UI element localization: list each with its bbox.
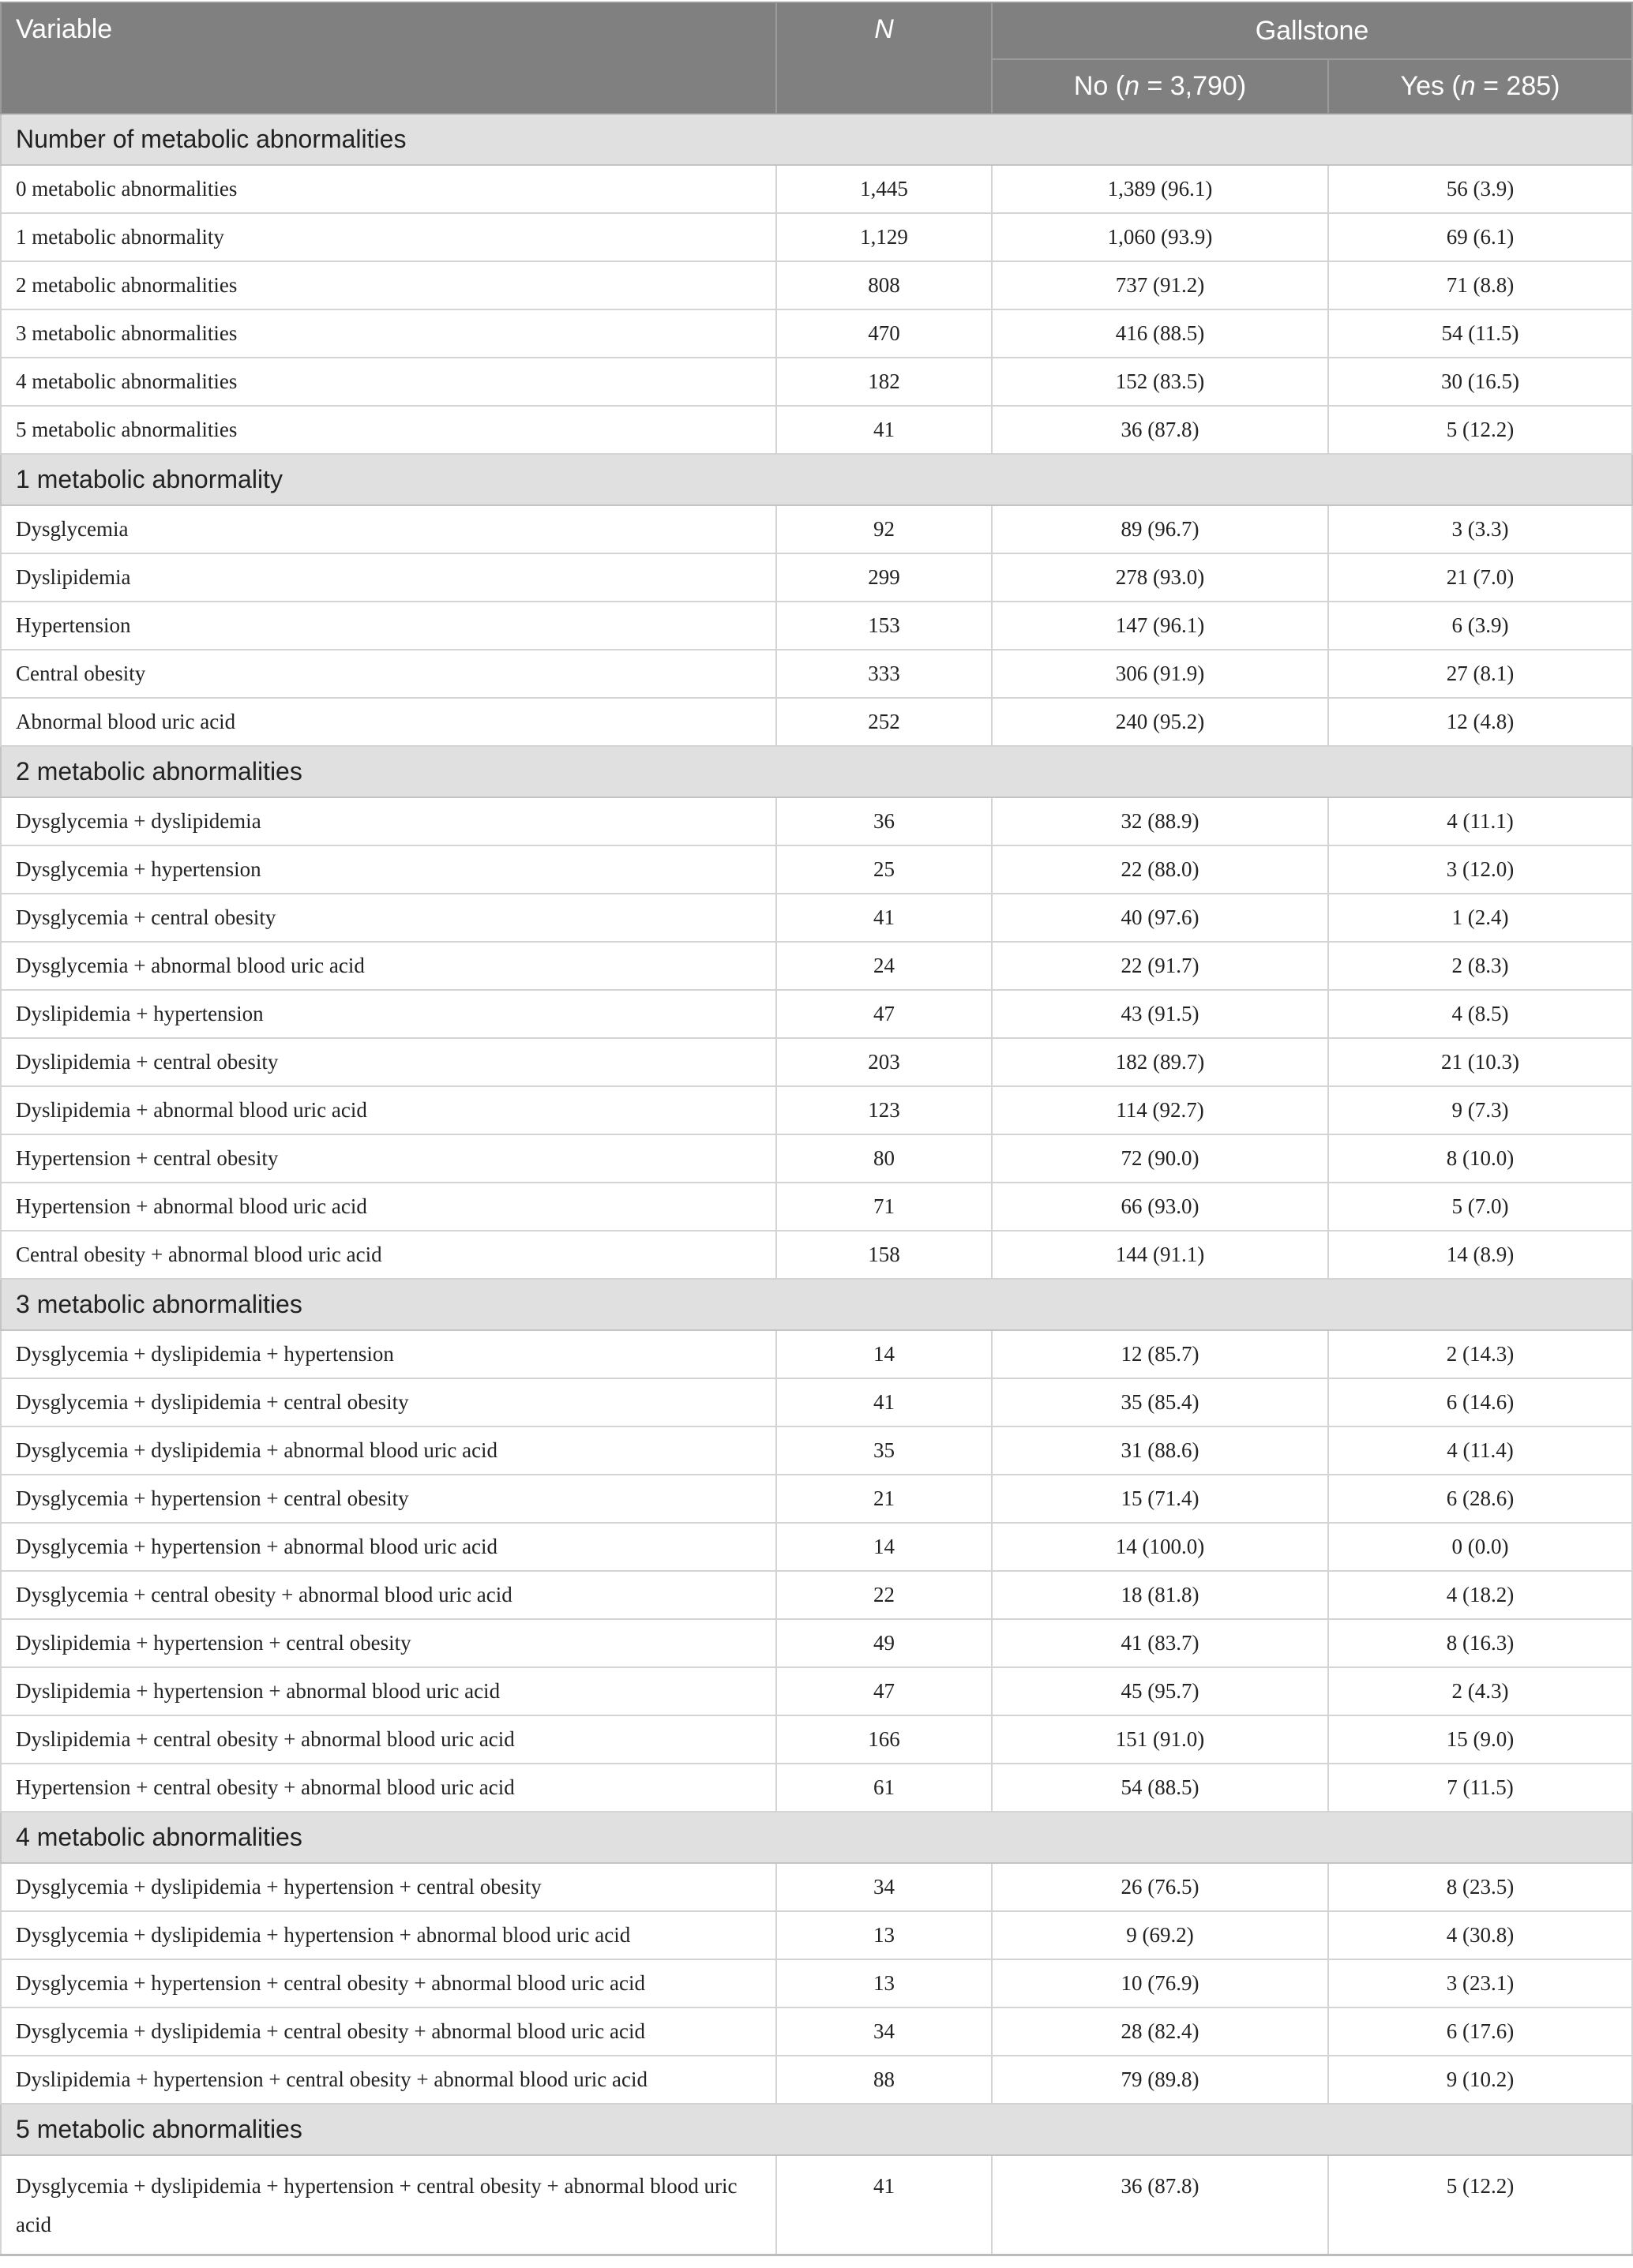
table-row bbox=[1, 1619, 1632, 1667]
cell-variable: Dysglycemia + dyslipidemia bbox=[1, 797, 776, 845]
cell-variable: Dysglycemia + hypertension + central obesity bbox=[1, 1475, 776, 1523]
cell-yes: 6 (14.6) bbox=[1328, 1378, 1632, 1426]
cell-variable: Dysglycemia + hypertension + central obesity + abnormal blood uric acid bbox=[1, 1959, 776, 2007]
cell-variable: Dyslipidemia + central obesity + abnormal blood uric acid bbox=[1, 1715, 776, 1764]
cell-no: 1,389 (96.1) bbox=[992, 165, 1328, 213]
cell-yes: 7 (11.5) bbox=[1328, 1764, 1632, 1812]
table-row bbox=[1, 1183, 1632, 1231]
cell-n: 182 bbox=[776, 358, 992, 406]
cell-yes: 14 (8.9) bbox=[1328, 1231, 1632, 1279]
header-no-n: n bbox=[1124, 71, 1139, 101]
cell-yes: 5 (7.0) bbox=[1328, 1183, 1632, 1231]
cell-no: 32 (88.9) bbox=[992, 797, 1328, 845]
cell-variable: Dysglycemia + hypertension + abnormal blood uric acid bbox=[1, 1523, 776, 1571]
cell-n: 92 bbox=[776, 505, 992, 553]
header-no-prefix: No ( bbox=[1073, 71, 1125, 101]
cell-yes: 5 (12.2) bbox=[1328, 406, 1632, 454]
cell-n: 41 bbox=[776, 406, 992, 454]
cell-no: 240 (95.2) bbox=[992, 698, 1328, 746]
cell-variable: Dyslipidemia + hypertension bbox=[1, 990, 776, 1038]
cell-n: 808 bbox=[776, 261, 992, 309]
table-row bbox=[1, 942, 1632, 990]
cell-variable: Dysglycemia + dyslipidemia + central obesity bbox=[1, 1378, 776, 1426]
table-row bbox=[1, 261, 1632, 309]
cell-yes: 4 (11.1) bbox=[1328, 797, 1632, 845]
cell-no: 114 (92.7) bbox=[992, 1086, 1328, 1134]
table-row bbox=[1, 165, 1632, 213]
cell-no: 737 (91.2) bbox=[992, 261, 1328, 309]
cell-no: 79 (89.8) bbox=[992, 2056, 1328, 2104]
cell-no: 35 (85.4) bbox=[992, 1378, 1328, 1426]
table-row bbox=[1, 2155, 1632, 2255]
cell-yes: 3 (23.1) bbox=[1328, 1959, 1632, 2007]
cell-yes: 1 (2.4) bbox=[1328, 894, 1632, 942]
cell-variable: Dysglycemia + dyslipidemia + hypertension + central obesity bbox=[1, 1863, 776, 1911]
section-row bbox=[1, 1812, 1632, 1863]
cell-n: 21 bbox=[776, 1475, 992, 1523]
cell-yes: 2 (8.3) bbox=[1328, 942, 1632, 990]
cell-n: 333 bbox=[776, 650, 992, 698]
cell-no: 1,060 (93.9) bbox=[992, 213, 1328, 261]
cell-no: 9 (69.2) bbox=[992, 1911, 1328, 1959]
cell-variable: Hypertension bbox=[1, 602, 776, 650]
cell-yes: 0 (0.0) bbox=[1328, 1523, 1632, 1571]
cell-no: 12 (85.7) bbox=[992, 1330, 1328, 1378]
header-no bbox=[992, 59, 1328, 114]
cell-no: 40 (97.6) bbox=[992, 894, 1328, 942]
table-row bbox=[1, 845, 1632, 894]
cell-no: 14 (100.0) bbox=[992, 1523, 1328, 1571]
table-row bbox=[1, 650, 1632, 698]
cell-no: 41 (83.7) bbox=[992, 1619, 1328, 1667]
header-yes-suffix: = 285) bbox=[1475, 71, 1560, 101]
cell-no: 18 (81.8) bbox=[992, 1571, 1328, 1619]
cell-variable: 3 metabolic abnormalities bbox=[1, 309, 776, 358]
cell-no: 151 (91.0) bbox=[992, 1715, 1328, 1764]
cell-variable: Abnormal blood uric acid bbox=[1, 698, 776, 746]
cell-n: 13 bbox=[776, 1911, 992, 1959]
cell-yes: 4 (18.2) bbox=[1328, 1571, 1632, 1619]
cell-variable: Dysglycemia + abnormal blood uric acid bbox=[1, 942, 776, 990]
cell-variable: Dysglycemia + dyslipidemia + hypertension bbox=[1, 1330, 776, 1378]
cell-no: 306 (91.9) bbox=[992, 650, 1328, 698]
cell-n: 34 bbox=[776, 1863, 992, 1911]
cell-n: 35 bbox=[776, 1426, 992, 1475]
cell-n: 166 bbox=[776, 1715, 992, 1764]
table-header bbox=[1, 2, 1632, 114]
table-row bbox=[1, 602, 1632, 650]
cell-yes: 21 (10.3) bbox=[1328, 1038, 1632, 1086]
table-row bbox=[1, 309, 1632, 358]
table-row bbox=[1, 1330, 1632, 1378]
cell-variable: Dysglycemia + central obesity bbox=[1, 894, 776, 942]
cell-no: 152 (83.5) bbox=[992, 358, 1328, 406]
table-row bbox=[1, 1231, 1632, 1279]
cell-n: 47 bbox=[776, 990, 992, 1038]
table-row bbox=[1, 406, 1632, 454]
cell-yes: 4 (30.8) bbox=[1328, 1911, 1632, 1959]
section-title: 3 metabolic abnormalities bbox=[1, 1279, 1632, 1330]
cell-yes: 6 (17.6) bbox=[1328, 2007, 1632, 2056]
table-row bbox=[1, 1667, 1632, 1715]
cell-no: 22 (91.7) bbox=[992, 942, 1328, 990]
cell-no: 416 (88.5) bbox=[992, 309, 1328, 358]
cell-variable: 4 metabolic abnormalities bbox=[1, 358, 776, 406]
table-row bbox=[1, 505, 1632, 553]
cell-yes: 30 (16.5) bbox=[1328, 358, 1632, 406]
cell-yes: 8 (23.5) bbox=[1328, 1863, 1632, 1911]
cell-n: 299 bbox=[776, 553, 992, 602]
cell-variable: Dyslipidemia + abnormal blood uric acid bbox=[1, 1086, 776, 1134]
header-variable: Variable bbox=[1, 2, 776, 114]
table-row bbox=[1, 797, 1632, 845]
cell-n: 13 bbox=[776, 1959, 992, 2007]
cell-no: 45 (95.7) bbox=[992, 1667, 1328, 1715]
cell-variable: Dyslipidemia + hypertension + abnormal blood uric acid bbox=[1, 1667, 776, 1715]
cell-variable: Dysglycemia + dyslipidemia + hypertension + central obesity + abnormal blood uric acid bbox=[1, 2155, 776, 2255]
header-yes bbox=[1328, 59, 1632, 114]
table-row bbox=[1, 1863, 1632, 1911]
cell-n: 61 bbox=[776, 1764, 992, 1812]
cell-n: 34 bbox=[776, 2007, 992, 2056]
cell-n: 252 bbox=[776, 698, 992, 746]
cell-n: 88 bbox=[776, 2056, 992, 2104]
cell-n: 41 bbox=[776, 2155, 992, 2255]
section-row bbox=[1, 454, 1632, 505]
header-yes-prefix: Yes ( bbox=[1400, 71, 1461, 101]
cell-no: 182 (89.7) bbox=[992, 1038, 1328, 1086]
gallstone-metabolic-table bbox=[0, 2, 1633, 2256]
cell-no: 147 (96.1) bbox=[992, 602, 1328, 650]
cell-n: 41 bbox=[776, 894, 992, 942]
table-row bbox=[1, 1475, 1632, 1523]
cell-variable: Central obesity + abnormal blood uric acid bbox=[1, 1231, 776, 1279]
cell-yes: 8 (16.3) bbox=[1328, 1619, 1632, 1667]
section-row bbox=[1, 2104, 1632, 2155]
table-row bbox=[1, 1523, 1632, 1571]
cell-n: 153 bbox=[776, 602, 992, 650]
header-yes-n: n bbox=[1460, 71, 1476, 101]
table-row bbox=[1, 2056, 1632, 2104]
table-row bbox=[1, 1715, 1632, 1764]
cell-no: 66 (93.0) bbox=[992, 1183, 1328, 1231]
cell-yes: 69 (6.1) bbox=[1328, 213, 1632, 261]
cell-no: 278 (93.0) bbox=[992, 553, 1328, 602]
table-row bbox=[1, 1038, 1632, 1086]
cell-no: 22 (88.0) bbox=[992, 845, 1328, 894]
cell-no: 72 (90.0) bbox=[992, 1134, 1328, 1183]
cell-yes: 5 (12.2) bbox=[1328, 2155, 1632, 2255]
cell-no: 26 (76.5) bbox=[992, 1863, 1328, 1911]
cell-yes: 2 (4.3) bbox=[1328, 1667, 1632, 1715]
table-row bbox=[1, 1911, 1632, 1959]
table-row bbox=[1, 1378, 1632, 1426]
header-gallstone: Gallstone bbox=[992, 2, 1632, 59]
cell-n: 47 bbox=[776, 1667, 992, 1715]
cell-variable: 5 metabolic abnormalities bbox=[1, 406, 776, 454]
cell-yes: 4 (8.5) bbox=[1328, 990, 1632, 1038]
cell-yes: 21 (7.0) bbox=[1328, 553, 1632, 602]
cell-no: 15 (71.4) bbox=[992, 1475, 1328, 1523]
header-no-suffix: = 3,790) bbox=[1139, 71, 1247, 101]
cell-n: 80 bbox=[776, 1134, 992, 1183]
cell-yes: 8 (10.0) bbox=[1328, 1134, 1632, 1183]
cell-yes: 71 (8.8) bbox=[1328, 261, 1632, 309]
cell-no: 10 (76.9) bbox=[992, 1959, 1328, 2007]
cell-yes: 27 (8.1) bbox=[1328, 650, 1632, 698]
table-row bbox=[1, 1571, 1632, 1619]
cell-variable: Dysglycemia + central obesity + abnormal blood uric acid bbox=[1, 1571, 776, 1619]
header-n: N bbox=[776, 2, 992, 114]
cell-n: 71 bbox=[776, 1183, 992, 1231]
cell-yes: 6 (28.6) bbox=[1328, 1475, 1632, 1523]
table-row bbox=[1, 358, 1632, 406]
cell-n: 24 bbox=[776, 942, 992, 990]
cell-variable: Dysglycemia + hypertension bbox=[1, 845, 776, 894]
cell-yes: 12 (4.8) bbox=[1328, 698, 1632, 746]
cell-no: 36 (87.8) bbox=[992, 406, 1328, 454]
section-title: 5 metabolic abnormalities bbox=[1, 2104, 1632, 2155]
cell-yes: 6 (3.9) bbox=[1328, 602, 1632, 650]
cell-yes: 56 (3.9) bbox=[1328, 165, 1632, 213]
cell-variable: Dyslipidemia + hypertension + central obesity + abnormal blood uric acid bbox=[1, 2056, 776, 2104]
cell-yes: 4 (11.4) bbox=[1328, 1426, 1632, 1475]
cell-no: 31 (88.6) bbox=[992, 1426, 1328, 1475]
table-body bbox=[1, 114, 1632, 2255]
cell-yes: 9 (7.3) bbox=[1328, 1086, 1632, 1134]
cell-yes: 2 (14.3) bbox=[1328, 1330, 1632, 1378]
cell-n: 470 bbox=[776, 309, 992, 358]
cell-variable: Hypertension + central obesity + abnormal blood uric acid bbox=[1, 1764, 776, 1812]
cell-yes: 54 (11.5) bbox=[1328, 309, 1632, 358]
cell-variable: Hypertension + central obesity bbox=[1, 1134, 776, 1183]
cell-variable: 1 metabolic abnormality bbox=[1, 213, 776, 261]
section-title: 4 metabolic abnormalities bbox=[1, 1812, 1632, 1863]
cell-n: 41 bbox=[776, 1378, 992, 1426]
table-row bbox=[1, 1086, 1632, 1134]
cell-n: 123 bbox=[776, 1086, 992, 1134]
cell-variable: Dysglycemia bbox=[1, 505, 776, 553]
section-title: 2 metabolic abnormalities bbox=[1, 746, 1632, 797]
cell-n: 1,445 bbox=[776, 165, 992, 213]
cell-variable: Dysglycemia + dyslipidemia + central obesity + abnormal blood uric acid bbox=[1, 2007, 776, 2056]
cell-no: 36 (87.8) bbox=[992, 2155, 1328, 2255]
table-row bbox=[1, 213, 1632, 261]
cell-variable: 0 metabolic abnormalities bbox=[1, 165, 776, 213]
cell-n: 22 bbox=[776, 1571, 992, 1619]
cell-variable: Hypertension + abnormal blood uric acid bbox=[1, 1183, 776, 1231]
table-row bbox=[1, 1134, 1632, 1183]
cell-no: 89 (96.7) bbox=[992, 505, 1328, 553]
table-row bbox=[1, 553, 1632, 602]
cell-yes: 3 (3.3) bbox=[1328, 505, 1632, 553]
section-title: 1 metabolic abnormality bbox=[1, 454, 1632, 505]
cell-variable: Central obesity bbox=[1, 650, 776, 698]
cell-variable: Dyslipidemia + central obesity bbox=[1, 1038, 776, 1086]
cell-no: 28 (82.4) bbox=[992, 2007, 1328, 2056]
cell-variable: 2 metabolic abnormalities bbox=[1, 261, 776, 309]
section-title: Number of metabolic abnormalities bbox=[1, 114, 1632, 165]
cell-n: 25 bbox=[776, 845, 992, 894]
section-row bbox=[1, 114, 1632, 165]
cell-yes: 15 (9.0) bbox=[1328, 1715, 1632, 1764]
cell-n: 203 bbox=[776, 1038, 992, 1086]
table-row bbox=[1, 1764, 1632, 1812]
table-row bbox=[1, 990, 1632, 1038]
cell-no: 54 (88.5) bbox=[992, 1764, 1328, 1812]
table-row bbox=[1, 1426, 1632, 1475]
cell-variable: Dysglycemia + dyslipidemia + abnormal blood uric acid bbox=[1, 1426, 776, 1475]
table-row bbox=[1, 1959, 1632, 2007]
cell-n: 49 bbox=[776, 1619, 992, 1667]
cell-n: 158 bbox=[776, 1231, 992, 1279]
cell-n: 1,129 bbox=[776, 213, 992, 261]
cell-no: 144 (91.1) bbox=[992, 1231, 1328, 1279]
cell-yes: 3 (12.0) bbox=[1328, 845, 1632, 894]
cell-n: 36 bbox=[776, 797, 992, 845]
table-row bbox=[1, 2007, 1632, 2056]
cell-variable: Dysglycemia + dyslipidemia + hypertension + abnormal blood uric acid bbox=[1, 1911, 776, 1959]
cell-no: 43 (91.5) bbox=[992, 990, 1328, 1038]
cell-yes: 9 (10.2) bbox=[1328, 2056, 1632, 2104]
cell-variable: Dyslipidemia + hypertension + central obesity bbox=[1, 1619, 776, 1667]
cell-n: 14 bbox=[776, 1523, 992, 1571]
table-row bbox=[1, 698, 1632, 746]
table-row bbox=[1, 894, 1632, 942]
cell-variable: Dyslipidemia bbox=[1, 553, 776, 602]
section-row bbox=[1, 746, 1632, 797]
cell-n: 14 bbox=[776, 1330, 992, 1378]
section-row bbox=[1, 1279, 1632, 1330]
